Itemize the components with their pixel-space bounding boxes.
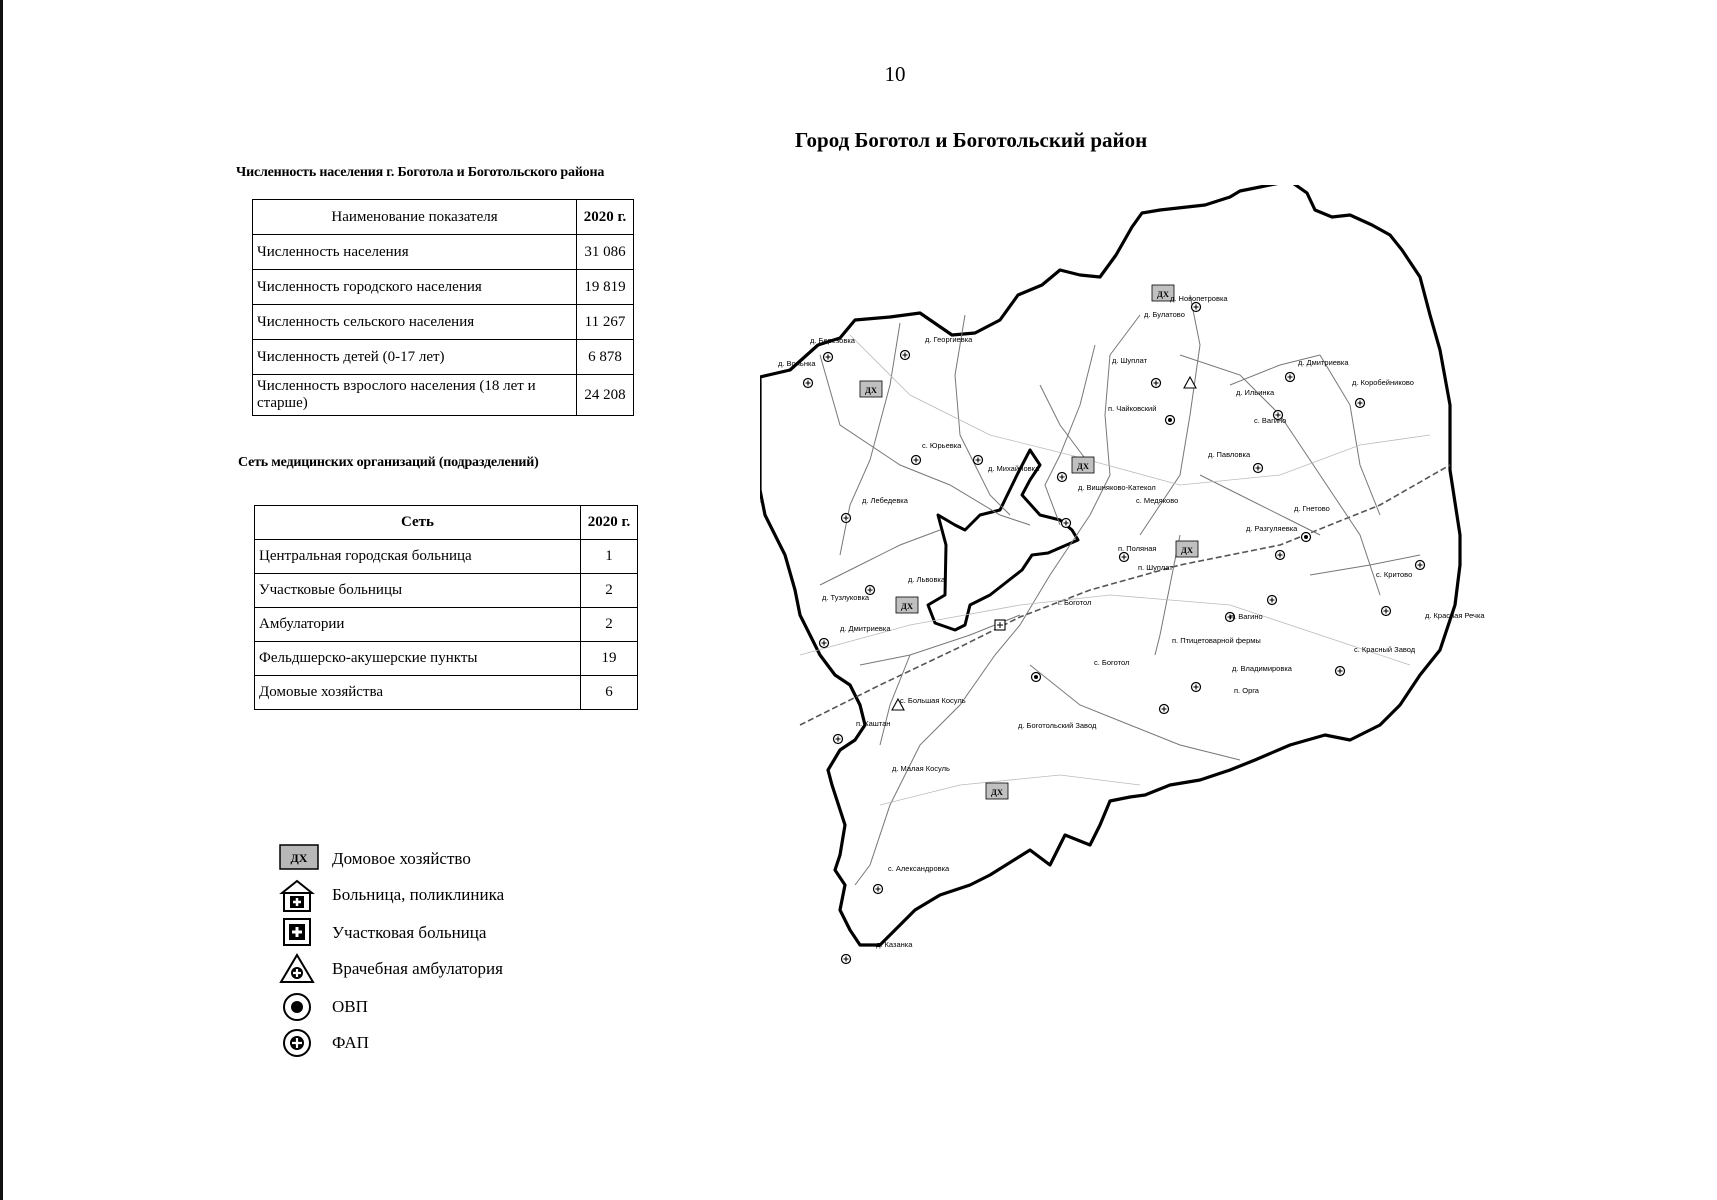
population-table	[252, 199, 634, 416]
place-label: д. Михайловка	[988, 464, 1040, 473]
household-marker	[860, 381, 882, 397]
legend-item-household	[278, 843, 578, 875]
table-header-cell: Наименование показателя	[253, 200, 577, 235]
table-header-row	[253, 200, 634, 235]
table-row	[253, 235, 634, 270]
place-label: п. Птицетоварной фермы	[1172, 636, 1261, 645]
table-row	[255, 574, 638, 608]
page-edge	[0, 0, 3, 1200]
place-label: с. Боготол	[1094, 658, 1130, 667]
row-label: Численность взрослого населения (18 лет и старше)	[253, 375, 577, 416]
fap-marker	[820, 639, 829, 648]
fap-marker	[912, 456, 921, 465]
legend-item-ovp	[278, 991, 578, 1023]
row-label: Фельдшерско-акушерские пункты	[255, 642, 581, 676]
svg-text:ДХ: ДХ	[901, 601, 913, 611]
place-label: г. Боготол	[1058, 598, 1092, 607]
place-label: д. Красная Речка	[1425, 611, 1485, 620]
fap-marker	[1058, 473, 1067, 482]
household-marker	[896, 597, 918, 613]
place-label: с. Большая Косуль	[900, 696, 966, 705]
fap-marker	[874, 885, 883, 894]
table-row	[255, 642, 638, 676]
fap-marker	[842, 955, 851, 964]
row-label: Численность городского населения	[253, 270, 577, 305]
row-value: 11 267	[577, 305, 634, 340]
place-label: д. Вольнка	[778, 359, 816, 368]
table-header-cell: 2020 г.	[577, 200, 634, 235]
fap-marker	[974, 456, 983, 465]
fap-marker	[1192, 683, 1201, 692]
legend-item-district-hospital	[278, 917, 578, 949]
row-value: 6 878	[577, 340, 634, 375]
table-row	[255, 608, 638, 642]
place-label: д. Булатово	[1144, 310, 1185, 319]
fap-marker	[1254, 464, 1263, 473]
table-row	[255, 540, 638, 574]
fap-marker	[842, 514, 851, 523]
ovp-marker	[1166, 416, 1175, 425]
fap-marker	[1152, 379, 1161, 388]
place-label: д. Георгиевка	[925, 335, 973, 344]
table-header-cell: Сеть	[255, 506, 581, 540]
place-label: с. Красный Завод	[1354, 645, 1416, 654]
row-label: Амбулатории	[255, 608, 581, 642]
ambulatory-icon	[278, 953, 324, 985]
page-number: 10	[884, 62, 906, 86]
place-label: д. Ильинка	[1236, 388, 1275, 397]
place-label: д. Боготольский Завод	[1018, 721, 1097, 730]
row-value: 31 086	[577, 235, 634, 270]
household-marker	[1072, 457, 1094, 473]
legend-label: Врачебная амбулатория	[332, 959, 503, 978]
place-label: д. Гнетово	[1294, 504, 1330, 513]
hospital-icon	[278, 879, 324, 913]
place-label: д. Львовка	[908, 575, 946, 584]
svg-text:ДХ: ДХ	[1157, 289, 1169, 299]
row-label: Численность детей (0-17 лет)	[253, 340, 577, 375]
network-title: Сеть медицинских организаций (подразделений)	[238, 455, 539, 470]
network-table	[254, 505, 638, 710]
row-label: Домовые хозяйства	[255, 676, 581, 710]
place-label: д. Березовка	[810, 336, 855, 345]
row-value: 6	[581, 676, 638, 710]
table-row	[255, 676, 638, 710]
fap-marker	[1192, 303, 1201, 312]
district-boundary	[760, 185, 1460, 945]
fap-marker	[824, 353, 833, 362]
svg-text:ДХ: ДХ	[1181, 545, 1193, 555]
legend-item-hospital	[278, 879, 578, 911]
table-row	[253, 270, 634, 305]
table-header-row	[255, 506, 638, 540]
ovp-marker	[1302, 533, 1311, 542]
row-value: 2	[581, 608, 638, 642]
place-label: п. Шуплат	[1138, 563, 1173, 572]
row-value: 2	[581, 574, 638, 608]
household-icon	[278, 843, 324, 873]
place-label: д. Казанка	[876, 940, 913, 949]
legend-item-fap	[278, 1027, 578, 1059]
legend-label: Домовое хозяйство	[332, 849, 471, 868]
ovp-icon	[278, 991, 324, 1023]
fap-marker	[834, 735, 843, 744]
fap-marker	[1276, 551, 1285, 560]
road-network	[820, 295, 1420, 885]
fap-marker	[1120, 553, 1129, 562]
fap-marker	[804, 379, 813, 388]
place-label: п. Орга	[1234, 686, 1259, 695]
row-value: 19 819	[577, 270, 634, 305]
fap-marker	[1268, 596, 1277, 605]
place-label: с. Критово	[1376, 570, 1413, 579]
place-label: д. Разгуляевка	[1246, 524, 1298, 533]
fap-marker	[901, 351, 910, 360]
fap-marker	[1382, 607, 1391, 616]
population-title: Численность населения г. Боготола и Боготольского района	[236, 165, 605, 180]
place-label: д. Дмитриевка	[840, 624, 891, 633]
fap-icon	[278, 1027, 324, 1059]
legend-label: ОВП	[332, 997, 368, 1016]
svg-text:ДХ: ДХ	[865, 385, 877, 395]
place-label: д. Тузлуковка	[822, 593, 870, 602]
legend-label: ФАП	[332, 1033, 369, 1052]
fap-marker	[1356, 399, 1365, 408]
place-label: д. Дмитриевка	[1298, 358, 1349, 367]
svg-text:ДХ: ДХ	[991, 787, 1003, 797]
fap-marker	[1336, 667, 1345, 676]
row-value: 24 208	[577, 375, 634, 416]
table-row	[253, 375, 634, 416]
place-label: п. Поляная	[1118, 544, 1157, 553]
legend-label: Участковая больница	[332, 923, 487, 942]
fap-marker	[1286, 373, 1295, 382]
row-label: Численность населения	[253, 235, 577, 270]
place-label: д. Владимировка	[1232, 664, 1292, 673]
place-label: д. Павловка	[1208, 450, 1251, 459]
place-label: с. Вагино	[1254, 416, 1287, 425]
row-value: 19	[581, 642, 638, 676]
place-label: с. Александровка	[888, 864, 950, 873]
place-label: с. Медяково	[1136, 496, 1179, 505]
place-label: п. Чайковский	[1108, 404, 1157, 413]
legend-label: Больница, поликлиника	[332, 885, 505, 904]
hospital-marker	[995, 620, 1005, 630]
district-map	[760, 185, 1560, 1005]
row-label: Участковые больницы	[255, 574, 581, 608]
place-label: д. Новопетровка	[1170, 294, 1228, 303]
row-value: 1	[581, 540, 638, 574]
fap-marker	[1416, 561, 1425, 570]
household-badge: ДХ	[290, 851, 308, 865]
svg-text:ДХ: ДХ	[1077, 461, 1089, 471]
place-label: д. Малая Косуль	[892, 764, 950, 773]
household-marker	[986, 783, 1008, 799]
place-label: д. Коробейниково	[1352, 378, 1414, 387]
fap-marker	[1160, 705, 1169, 714]
place-label: д. Лебедевка	[862, 496, 908, 505]
place-label: д. Вишняково-Катекол	[1078, 483, 1156, 492]
row-label: Центральная городская больница	[255, 540, 581, 574]
table-row	[253, 305, 634, 340]
legend-item-ambulatory	[278, 953, 578, 985]
place-labels	[778, 294, 1485, 949]
table-header-cell: 2020 г.	[581, 506, 638, 540]
map-title: Город Боготол и Боготольский район	[795, 128, 1148, 152]
ovp-marker	[1032, 673, 1041, 682]
place-label: д. Шуплат	[1112, 356, 1148, 365]
row-label: Численность сельского населения	[253, 305, 577, 340]
place-label: с. Юрьевка	[922, 441, 962, 450]
household-marker	[1176, 541, 1198, 557]
place-label: п. Вагино	[1230, 612, 1263, 621]
place-label: п. Каштан	[856, 719, 891, 728]
table-row	[253, 340, 634, 375]
district-hospital-icon	[278, 917, 324, 947]
fap-marker	[1062, 519, 1071, 528]
